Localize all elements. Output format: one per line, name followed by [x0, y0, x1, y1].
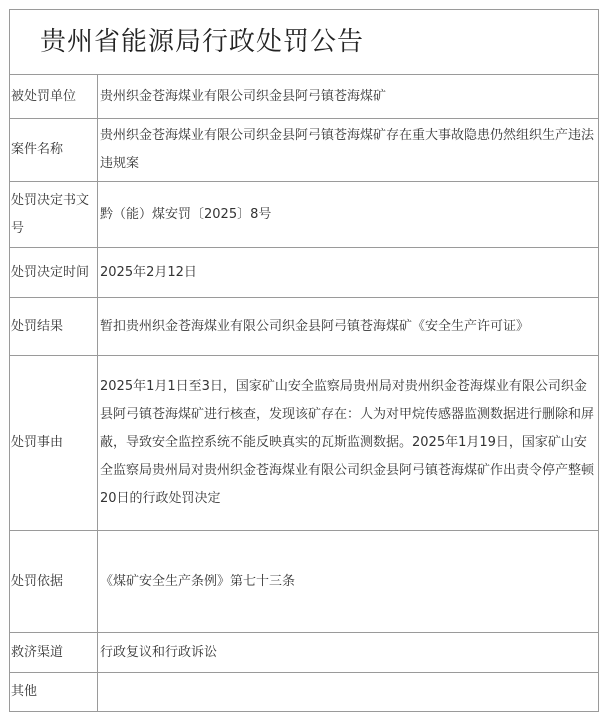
penalty-result-label: 处罚结果 [10, 298, 98, 356]
notice-title: 贵州省能源局行政处罚公告 [10, 10, 599, 75]
legal-basis-value: 《煤矿安全生产条例》第七十三条 [98, 531, 599, 633]
title-row [10, 10, 599, 75]
other-value [98, 673, 599, 712]
table-row-legal-basis [10, 531, 599, 633]
case-name-value: 贵州织金苍海煤业有限公司织金县阿弓镇苍海煤矿存在重大事故隐患仍然组织生产违法违规案 [98, 119, 599, 182]
case-name-label: 案件名称 [10, 119, 98, 182]
other-label: 其他 [10, 673, 98, 712]
table-row-penalized-entity [10, 75, 599, 119]
penalized-entity-value: 贵州织金苍海煤业有限公司织金县阿弓镇苍海煤矿 [98, 75, 599, 119]
decision-date-label: 处罚决定时间 [10, 248, 98, 298]
remedy-channel-label: 救济渠道 [10, 633, 98, 673]
penalty-notice-table [9, 9, 599, 712]
table-row-case-name [10, 119, 599, 182]
penalty-reason-label: 处罚事由 [10, 356, 98, 531]
table-row-decision-date [10, 248, 599, 298]
remedy-channel-value: 行政复议和行政诉讼 [98, 633, 599, 673]
table-row-penalty-reason [10, 356, 599, 531]
penalty-result-value: 暂扣贵州织金苍海煤业有限公司织金县阿弓镇苍海煤矿《安全生产许可证》 [98, 298, 599, 356]
table-row-remedy-channel [10, 633, 599, 673]
decision-number-value: 黔（能）煤安罚〔2025〕8号 [98, 182, 599, 248]
legal-basis-label: 处罚依据 [10, 531, 98, 633]
table-row-decision-number [10, 182, 599, 248]
decision-number-label: 处罚决定书文号 [10, 182, 98, 248]
table-row-other [10, 673, 599, 712]
penalized-entity-label: 被处罚单位 [10, 75, 98, 119]
penalty-reason-value: 2025年1月1日至3日，国家矿山安全监察局贵州局对贵州织金苍海煤业有限公司织金县阿弓镇苍海煤矿进行核查，发现该矿存在：人为对甲烷传感器监测数据进行删除和屏蔽，导致安全监控系统不能反映真实的瓦斯监测数据。2025年1月19日，国家矿山安全监察局贵州局对贵州织金苍海煤业有限公司织金县阿弓镇苍海煤矿作出责令停产整顿20日的行政处罚决定 [98, 356, 599, 531]
decision-date-value: 2025年2月12日 [98, 248, 599, 298]
table-row-penalty-result [10, 298, 599, 356]
